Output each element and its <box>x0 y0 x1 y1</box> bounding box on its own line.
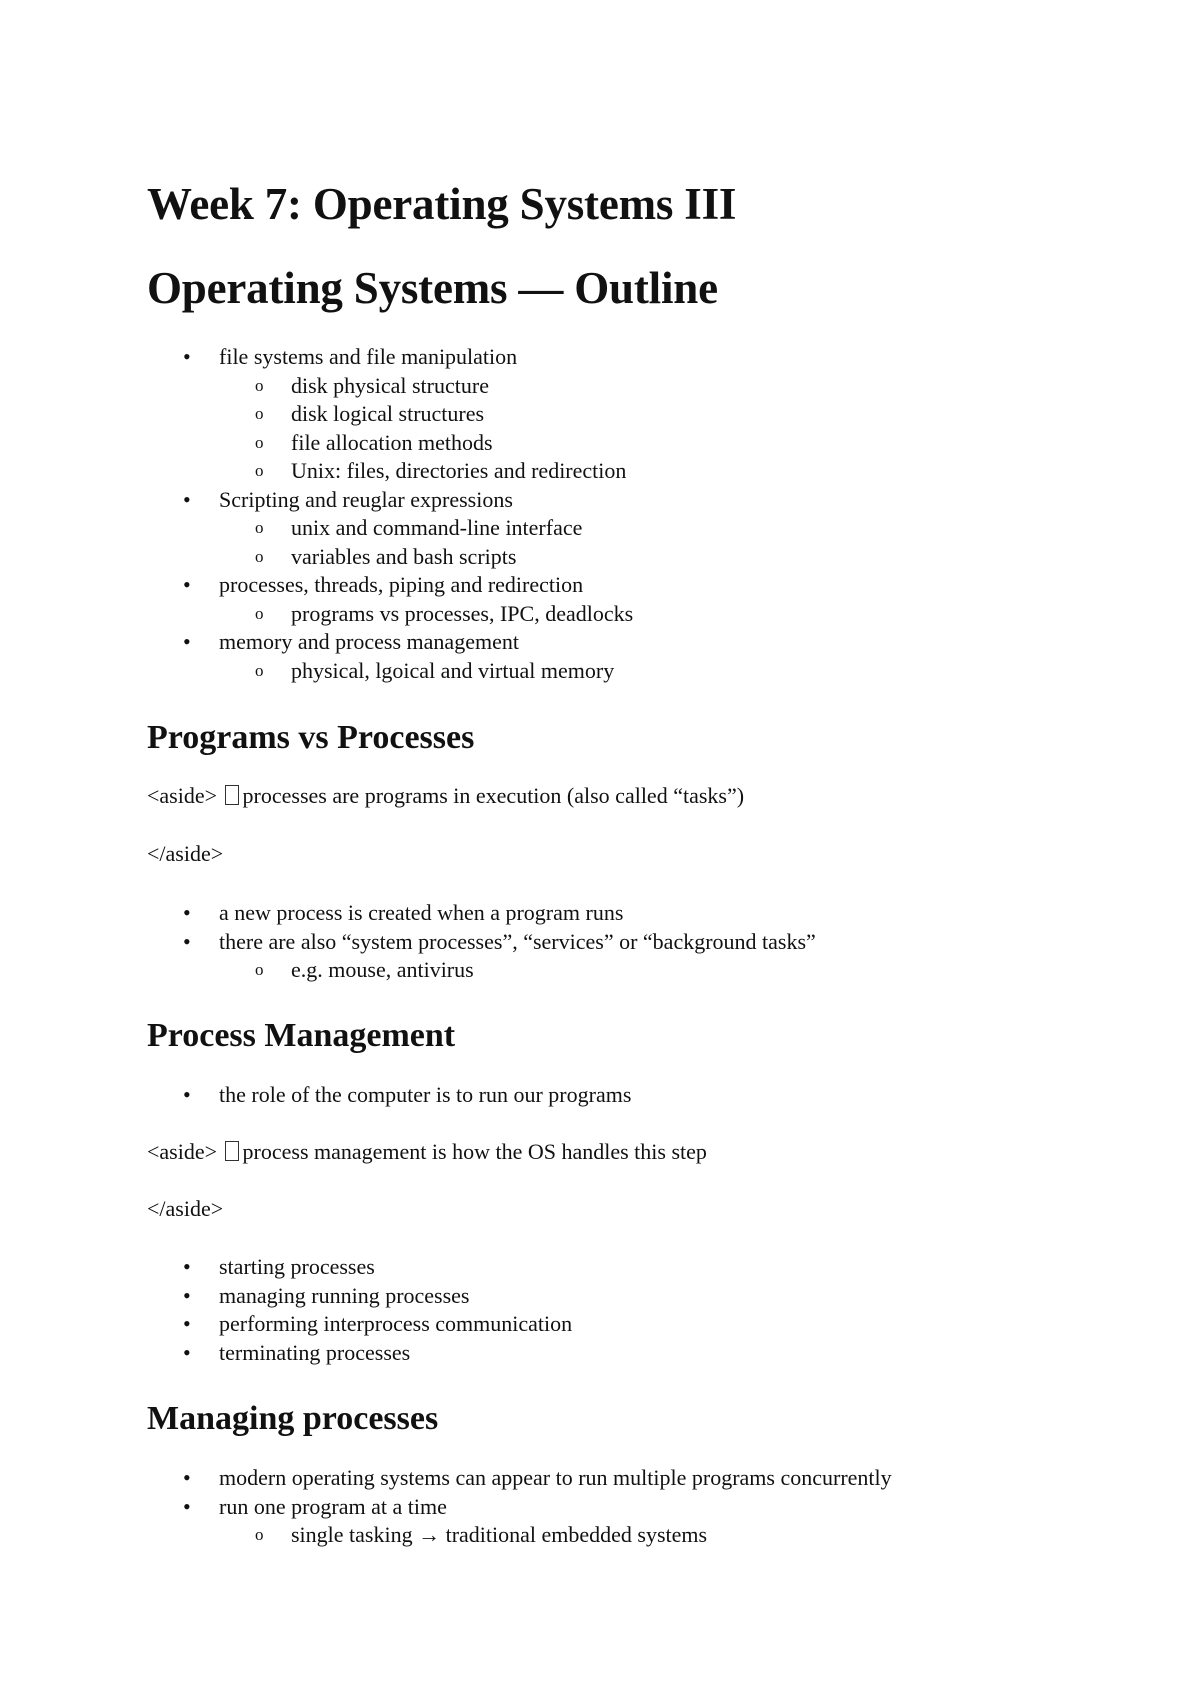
list-item <box>147 372 633 401</box>
aside-process-management-text: process management is how the OS handles this step <box>242 1139 707 1164</box>
list-item-text: run one program at a time <box>219 1493 447 1519</box>
sub-bullet-icon: o <box>255 375 264 395</box>
bullet-icon: • <box>183 928 191 954</box>
sub-bullet-icon: o <box>255 660 264 680</box>
bullet-icon: • <box>183 572 191 597</box>
programs-vs-processes-heading: Programs vs Processes <box>147 719 475 756</box>
list-item-text: disk logical structures <box>291 401 485 426</box>
list-item-text: processes, threads, piping and redirection <box>219 572 584 597</box>
bullet-icon: • <box>183 1254 191 1279</box>
list-item-text: performing interprocess communication <box>219 1311 573 1336</box>
list-item-text: disk physical structure <box>291 372 489 398</box>
list-item-text: Unix: files, directories and redirection <box>291 458 627 483</box>
bullet-icon: • <box>183 1339 191 1365</box>
list-item-text: variables and bash scripts <box>291 543 517 569</box>
sub-bullet-icon: o <box>255 404 264 423</box>
list-item <box>147 457 633 486</box>
list-item <box>147 429 633 458</box>
missing-glyph-icon <box>225 1141 239 1161</box>
aside-close-tag: </aside> <box>147 841 224 866</box>
missing-glyph-icon <box>225 785 239 805</box>
list-item <box>147 1081 631 1110</box>
list-item <box>147 543 633 572</box>
list-item-text: memory and process management <box>219 629 519 654</box>
list-item <box>147 600 633 629</box>
sub-bullet-icon: o <box>255 960 264 979</box>
list-item-text: physical, lgoical and virtual memory <box>291 657 615 683</box>
bullet-icon: • <box>183 344 191 369</box>
list-item-text: a new process is created when a program runs <box>219 900 624 925</box>
list-item-text: e.g. mouse, antivirus <box>291 957 474 982</box>
list-item <box>147 899 816 928</box>
sub-bullet-icon: o <box>255 1525 264 1544</box>
list-item <box>147 514 633 543</box>
process-management-intro-list <box>147 1081 631 1110</box>
list-item-text: modern operating systems can appear to run multiple programs concurrently <box>219 1465 892 1490</box>
bullet-icon: • <box>183 629 191 654</box>
bullet-icon: • <box>183 1311 191 1336</box>
list-item-text: managing running processes <box>219 1282 470 1308</box>
list-item <box>147 1310 572 1339</box>
list-item-text: file allocation methods <box>291 429 493 455</box>
process-management-heading: Process Management <box>147 1017 456 1054</box>
bullet-icon: • <box>183 1282 191 1308</box>
aside-process-management <box>147 1138 707 1166</box>
bullet-icon: • <box>183 1082 191 1107</box>
sub-bullet-icon: o <box>255 432 264 452</box>
list-item-text: there are also “system processes”, “services” or “background tasks” <box>219 928 816 954</box>
sub-bullet-icon: o <box>255 603 264 623</box>
outline-list <box>147 343 633 685</box>
aside-processes-text: processes are programs in execution (also called “tasks”) <box>242 783 745 808</box>
sub-bullet-icon: o <box>255 546 264 566</box>
list-item <box>147 657 633 686</box>
list-item <box>147 1493 892 1522</box>
aside-close-tag: </aside> <box>147 1196 224 1221</box>
list-item <box>147 1253 572 1282</box>
bullet-icon: • <box>183 486 191 512</box>
list-item-text: Scripting and reuglar expressions <box>219 486 513 512</box>
list-item <box>147 400 633 429</box>
managing-processes-heading: Managing processes <box>147 1400 439 1437</box>
page-title: Week 7: Operating Systems III <box>147 179 737 229</box>
sub-bullet-icon: o <box>255 518 264 537</box>
list-item <box>147 928 816 957</box>
list-item <box>147 628 633 657</box>
bullet-icon: • <box>183 1493 191 1519</box>
list-item <box>147 486 633 515</box>
list-item <box>147 1464 892 1493</box>
aside-processes <box>147 782 744 810</box>
aside-open-tag: <aside> <box>147 1139 218 1164</box>
list-item <box>147 1521 892 1550</box>
managing-processes-list <box>147 1464 892 1550</box>
list-item-text: file systems and file manipulation <box>219 344 518 369</box>
aside-open-tag: <aside> <box>147 783 218 808</box>
list-item <box>147 956 816 985</box>
bullet-icon: • <box>183 1465 191 1490</box>
sub-bullet-icon: o <box>255 461 264 480</box>
bullet-icon: • <box>183 900 191 925</box>
process-management-list <box>147 1253 572 1367</box>
outline-heading: Operating Systems — Outline <box>147 263 718 313</box>
programs-list <box>147 899 816 985</box>
list-item-text: the role of the computer is to run our programs <box>219 1082 632 1107</box>
list-item-text: single tasking → traditional embedded systems <box>291 1522 708 1547</box>
list-item <box>147 1282 572 1311</box>
list-item-text: terminating processes <box>219 1339 411 1365</box>
list-item-text: starting processes <box>219 1254 375 1279</box>
list-item <box>147 343 633 372</box>
list-item-text: programs vs processes, IPC, deadlocks <box>291 600 634 626</box>
list-item-text: unix and command-line interface <box>291 515 583 540</box>
list-item <box>147 571 633 600</box>
list-item <box>147 1339 572 1368</box>
